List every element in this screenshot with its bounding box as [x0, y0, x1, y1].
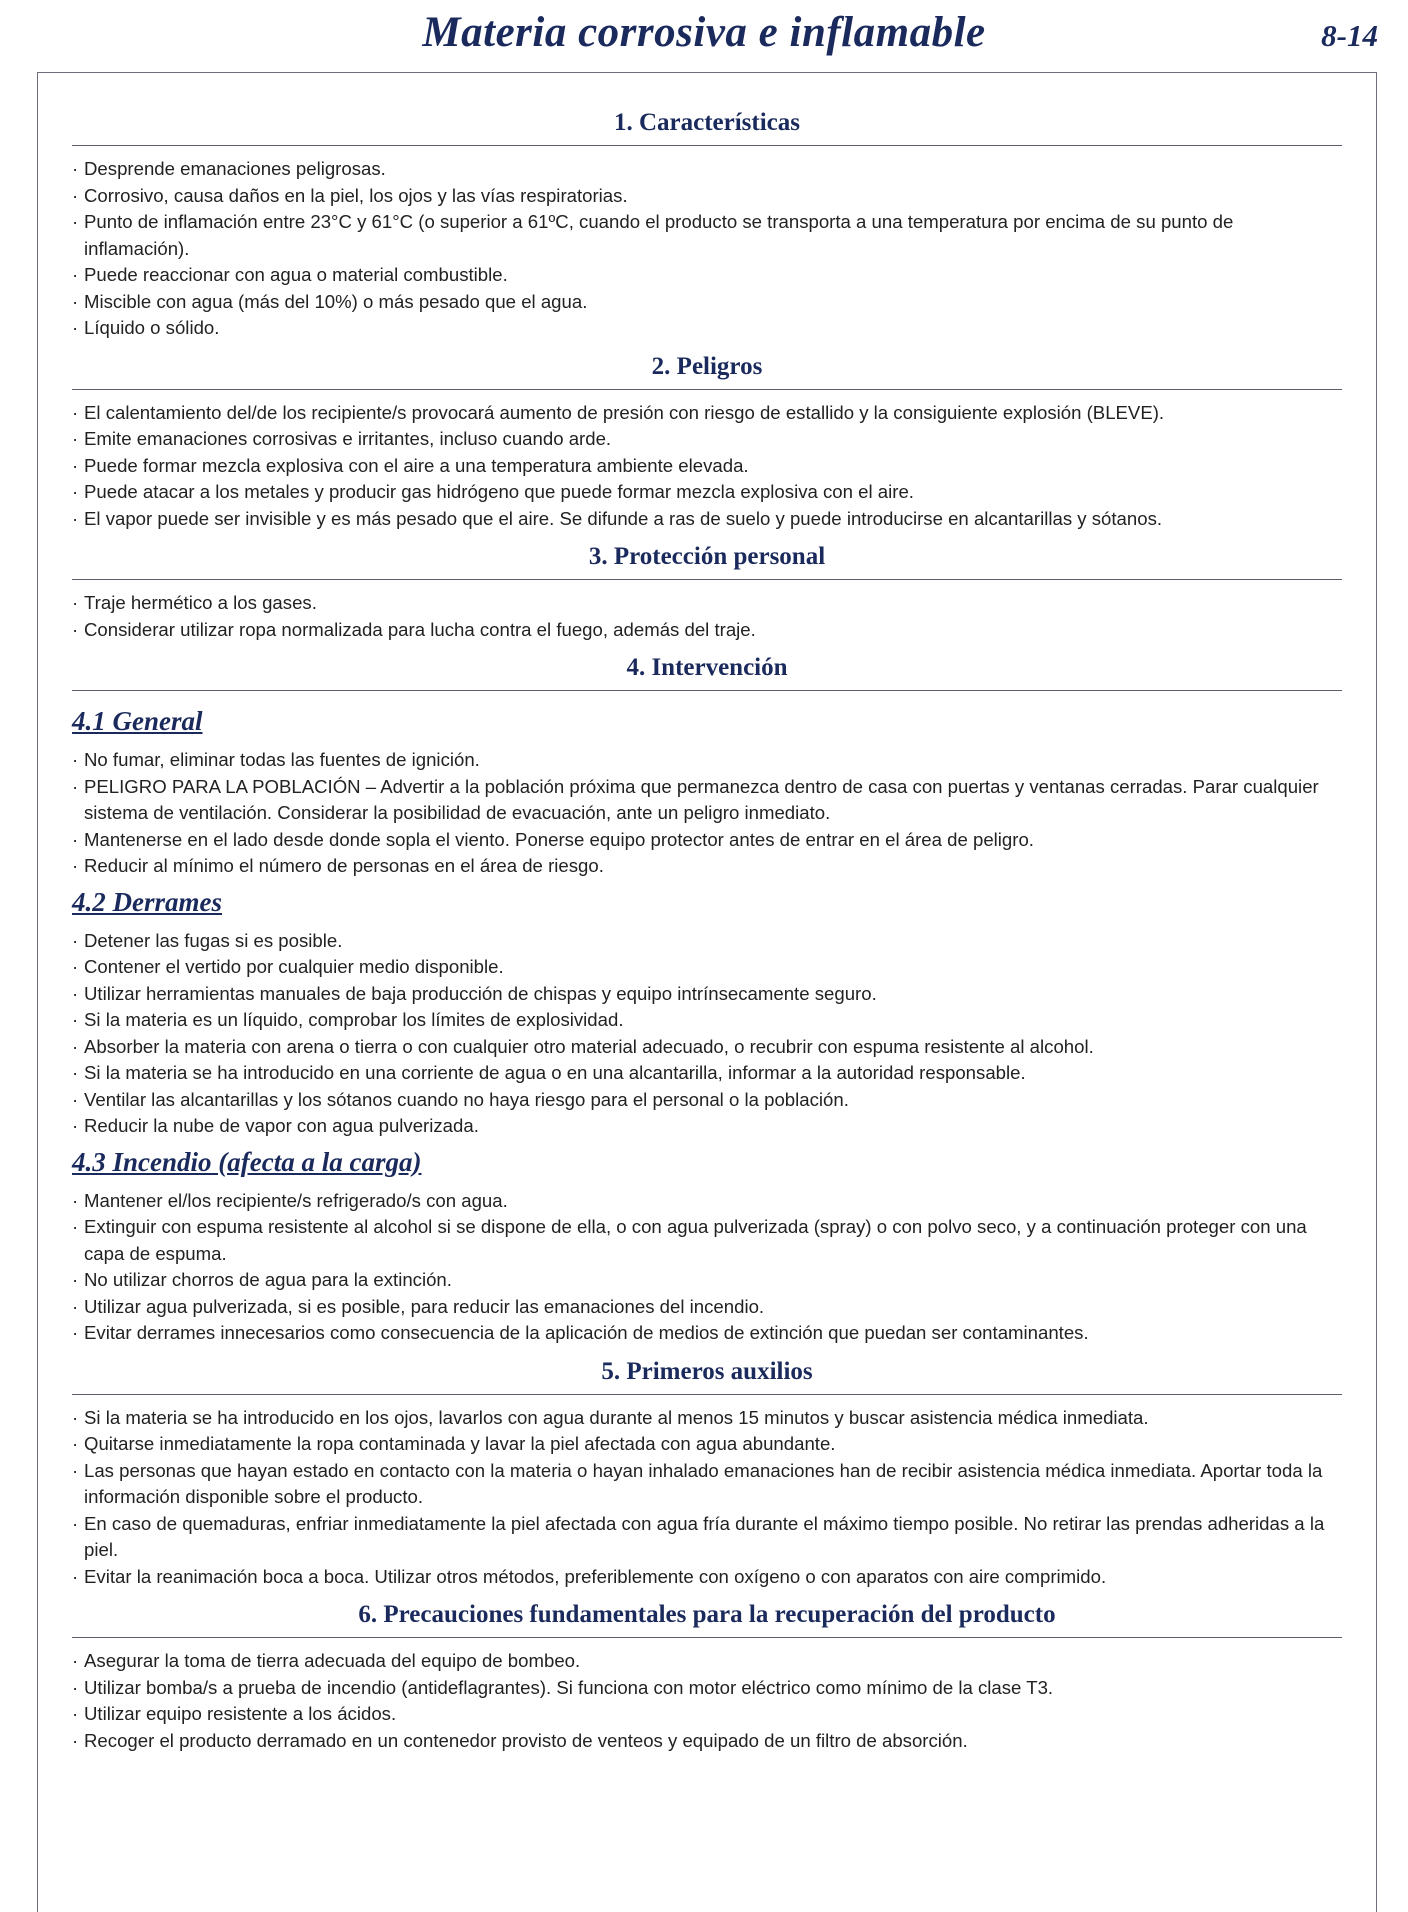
list-item: · Puede formar mezcla explosiva con el aire a una temperatura ambiente elevada. [72, 453, 1342, 480]
list-item: · Emite emanaciones corrosivas e irritantes, incluso cuando arde. [72, 426, 1342, 453]
section-title-precauciones: 6. Precauciones fundamentales para la recuperación del producto [72, 1600, 1342, 1638]
section-title-caracteristicas: 1. Características [72, 108, 1342, 146]
list-item: · Utilizar herramientas manuales de baja producción de chispas y equipo intrínsecamente seguro. [72, 981, 1342, 1008]
list-item: · Extinguir con espuma resistente al alcohol si se dispone de ella, o con agua pulverizada (spray) o con polvo seco, y a continuación proteger con una capa de espuma. [72, 1214, 1342, 1267]
list-item: · Mantenerse en el lado desde donde sopla el viento. Ponerse equipo protector antes de entrar en el área de peligro. [72, 827, 1342, 854]
section-title-primeros-auxilios: 5. Primeros auxilios [72, 1357, 1342, 1395]
list-item: · El calentamiento del/de los recipiente/s provocará aumento de presión con riesgo de estallido y la consiguiente explosión (BLEVE). [72, 400, 1342, 427]
section-title-intervencion: 4. Intervención [72, 653, 1342, 691]
list-item: · Absorber la materia con arena o tierra o con cualquier otro material adecuado, o recubrir con espuma resistente al alcohol. [72, 1034, 1342, 1061]
document-title: Materia corrosiva e inflamable [422, 9, 986, 56]
list-general [72, 747, 1342, 880]
list-item: · Utilizar agua pulverizada, si es posible, para reducir las emanaciones del incendio. [72, 1294, 1342, 1321]
list-item: · Considerar utilizar ropa normalizada para lucha contra el fuego, además del traje. [72, 617, 1342, 644]
subsection-title-derrames: 4.2 Derrames [72, 886, 222, 917]
page-number: 8-14 [1321, 18, 1378, 53]
list-item: · Evitar derrames innecesarios como consecuencia de la aplicación de medios de extinción que puedan ser contaminantes. [72, 1320, 1342, 1347]
subsection-title-incendio: 4.3 Incendio (afecta a la carga) [72, 1146, 422, 1177]
list-item: · Punto de inflamación entre 23°C y 61°C (o superior a 61ºC, cuando el producto se transporta a una temperatura por encima de su punto de inflamación). [72, 209, 1342, 262]
list-item: · Evitar la reanimación boca a boca. Utilizar otros métodos, preferiblemente con oxígeno o con aparatos con aire comprimido. [72, 1564, 1342, 1591]
section-title-proteccion-personal: 3. Protección personal [72, 542, 1342, 580]
page-header [0, 0, 1408, 68]
list-incendio [72, 1188, 1342, 1347]
list-item: · Utilizar bomba/s a prueba de incendio (antideflagrantes). Si funciona con motor eléctrico como mínimo de la clase T3. [72, 1675, 1342, 1702]
list-item: · Ventilar las alcantarillas y los sótanos cuando no haya riesgo para el personal o la población. [72, 1087, 1342, 1114]
list-item: · PELIGRO PARA LA POBLACIÓN – Advertir a la población próxima que permanezca dentro de casa con puertas y ventanas cerradas. Parar cualquier sistema de ventilación. Considerar la posibilidad de evacuación, ante un peligro inmediato. [72, 774, 1342, 827]
list-item: · Miscible con agua (más del 10%) o más pesado que el agua. [72, 289, 1342, 316]
document-body [72, 100, 1342, 1754]
list-item: · Líquido o sólido. [72, 315, 1342, 342]
list-primeros-auxilios [72, 1405, 1342, 1591]
list-item: · El vapor puede ser invisible y es más pesado que el aire. Se difunde a ras de suelo y puede introducirse en alcantarillas y sótanos. [72, 506, 1342, 533]
list-item: · Las personas que hayan estado en contacto con la materia o hayan inhalado emanaciones han de recibir asistencia médica inmediata. Aportar toda la información disponible sobre el producto. [72, 1458, 1342, 1511]
list-item: · Reducir la nube de vapor con agua pulverizada. [72, 1113, 1342, 1140]
list-item: · Detener las fugas si es posible. [72, 928, 1342, 955]
list-item: · Utilizar equipo resistente a los ácidos. [72, 1701, 1342, 1728]
list-item: · No utilizar chorros de agua para la extinción. [72, 1267, 1342, 1294]
list-caracteristicas [72, 156, 1342, 342]
list-item: · Si la materia es un líquido, comprobar los límites de explosividad. [72, 1007, 1342, 1034]
list-item: · Puede reaccionar con agua o material combustible. [72, 262, 1342, 289]
list-item: · Reducir al mínimo el número de personas en el área de riesgo. [72, 853, 1342, 880]
list-item: · No fumar, eliminar todas las fuentes de ignición. [72, 747, 1342, 774]
list-item: · Si la materia se ha introducido en una corriente de agua o en una alcantarilla, informar a la autoridad responsable. [72, 1060, 1342, 1087]
subsection-title-general: 4.1 General [72, 706, 203, 736]
list-item: · Recoger el producto derramado en un contenedor provisto de venteos y equipado de un filtro de absorción. [72, 1728, 1342, 1755]
list-item: · En caso de quemaduras, enfriar inmediatamente la piel afectada con agua fría durante el máximo tiempo posible. No retirar las prendas adheridas a la piel. [72, 1511, 1342, 1564]
list-item: · Corrosivo, causa daños en la piel, los ojos y las vías respiratorias. [72, 183, 1342, 210]
section-title-peligros: 2. Peligros [72, 352, 1342, 390]
list-item: · Quitarse inmediatamente la ropa contaminada y lavar la piel afectada con agua abundante. [72, 1431, 1342, 1458]
list-item: · Desprende emanaciones peligrosas. [72, 156, 1342, 183]
list-item: · Mantener el/los recipiente/s refrigerado/s con agua. [72, 1188, 1342, 1215]
list-proteccion-personal [72, 590, 1342, 643]
list-derrames [72, 928, 1342, 1140]
list-item: · Traje hermético a los gases. [72, 590, 1342, 617]
list-item: · Si la materia se ha introducido en los ojos, lavarlos con agua durante al menos 15 minutos y buscar asistencia médica inmediata. [72, 1405, 1342, 1432]
list-item: · Puede atacar a los metales y producir gas hidrógeno que puede formar mezcla explosiva con el aire. [72, 479, 1342, 506]
list-item: · Contener el vertido por cualquier medio disponible. [72, 954, 1342, 981]
list-item: · Asegurar la toma de tierra adecuada del equipo de bombeo. [72, 1648, 1342, 1675]
list-peligros [72, 400, 1342, 533]
list-precauciones [72, 1648, 1342, 1754]
